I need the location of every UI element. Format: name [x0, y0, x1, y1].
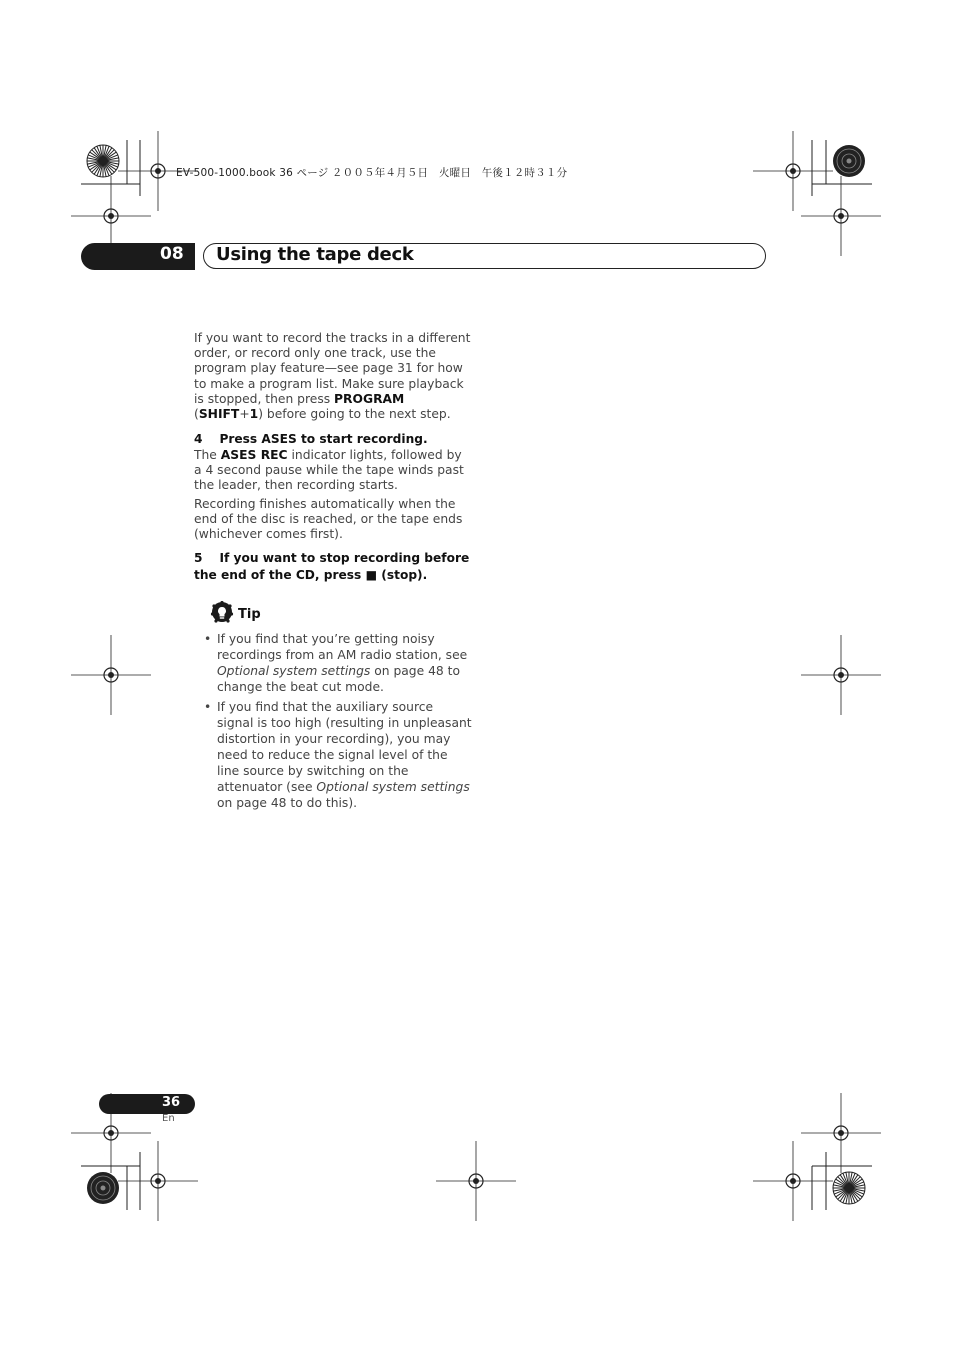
tip-1-pre: If you find that you’re getting noisy recordings from an AM radio station, see — [217, 632, 468, 662]
tip-1-post: on page 48 to change the beat cut mode. — [217, 664, 460, 694]
plus-sign: + — [239, 407, 250, 422]
tip-bullet-2-text — [217, 699, 472, 811]
step-4-paragraph-1 — [194, 448, 472, 494]
tip-bullet-1-text — [217, 631, 472, 695]
page-number: 36 — [162, 1095, 181, 1110]
step-5-text: 5 If you want to stop recording before the end of the CD, press — [194, 551, 474, 582]
bullet-dot: • — [204, 632, 212, 646]
tip-2-pre: If you find that the auxiliary source signal is too high (resulting in unpleasant distortion in your recording), you may need to reduce the signal level of the line source by switching on the attenuator (see — [217, 700, 472, 794]
step-4-text: The — [194, 448, 221, 462]
ases-rec-indicator: ASES REC — [220, 448, 288, 462]
step-5-heading — [194, 550, 472, 584]
bullet-dot: • — [204, 700, 212, 714]
tip-label: Tip — [238, 607, 261, 622]
step-4-heading: 4 Press ASES to start recording. — [194, 432, 428, 446]
tip-2-post: on page 48 to do this). — [217, 796, 358, 810]
page-language: En — [162, 1113, 175, 1124]
intro-text-end: ) before going to the next step. — [258, 407, 451, 422]
print-header: EV-500-1000.book 36 ページ ２００５年４月５日 火曜日 午後１２時３１分 — [176, 167, 568, 179]
one-key: 1 — [249, 407, 259, 422]
shift-key: SHIFT — [198, 407, 240, 422]
chapter-number: 08 — [160, 244, 184, 264]
tip-2-ref: Optional system settings — [316, 780, 470, 794]
intro-paren: ( — [194, 407, 199, 422]
program-key: PROGRAM — [334, 391, 405, 406]
chapter-title: Using the tape deck — [216, 244, 414, 265]
step-5-text-end: (stop). — [377, 568, 428, 582]
tip-bullet-2 — [204, 699, 472, 811]
tip-bullet-1 — [204, 631, 472, 695]
intro-text: If you want to record the tracks in a different order, or record only one track, use the program play feature—see page 31 for how to make a program list. Make sure playback is stopped, then press — [194, 331, 471, 406]
lightbulb-icon — [210, 601, 234, 625]
step-4-text-end: indicator lights, followed by a 4 second pause while the tape winds past the leader, then recording starts. — [194, 448, 464, 493]
step-4-paragraph-2: Recording finishes automatically when the end of the disc is reached, or the tape ends (whichever comes first). — [194, 497, 463, 542]
stop-icon: ■ — [365, 568, 378, 582]
intro-paragraph — [194, 331, 472, 422]
tip-1-ref: Optional system settings — [217, 664, 371, 678]
page-number-tab — [99, 1094, 195, 1114]
